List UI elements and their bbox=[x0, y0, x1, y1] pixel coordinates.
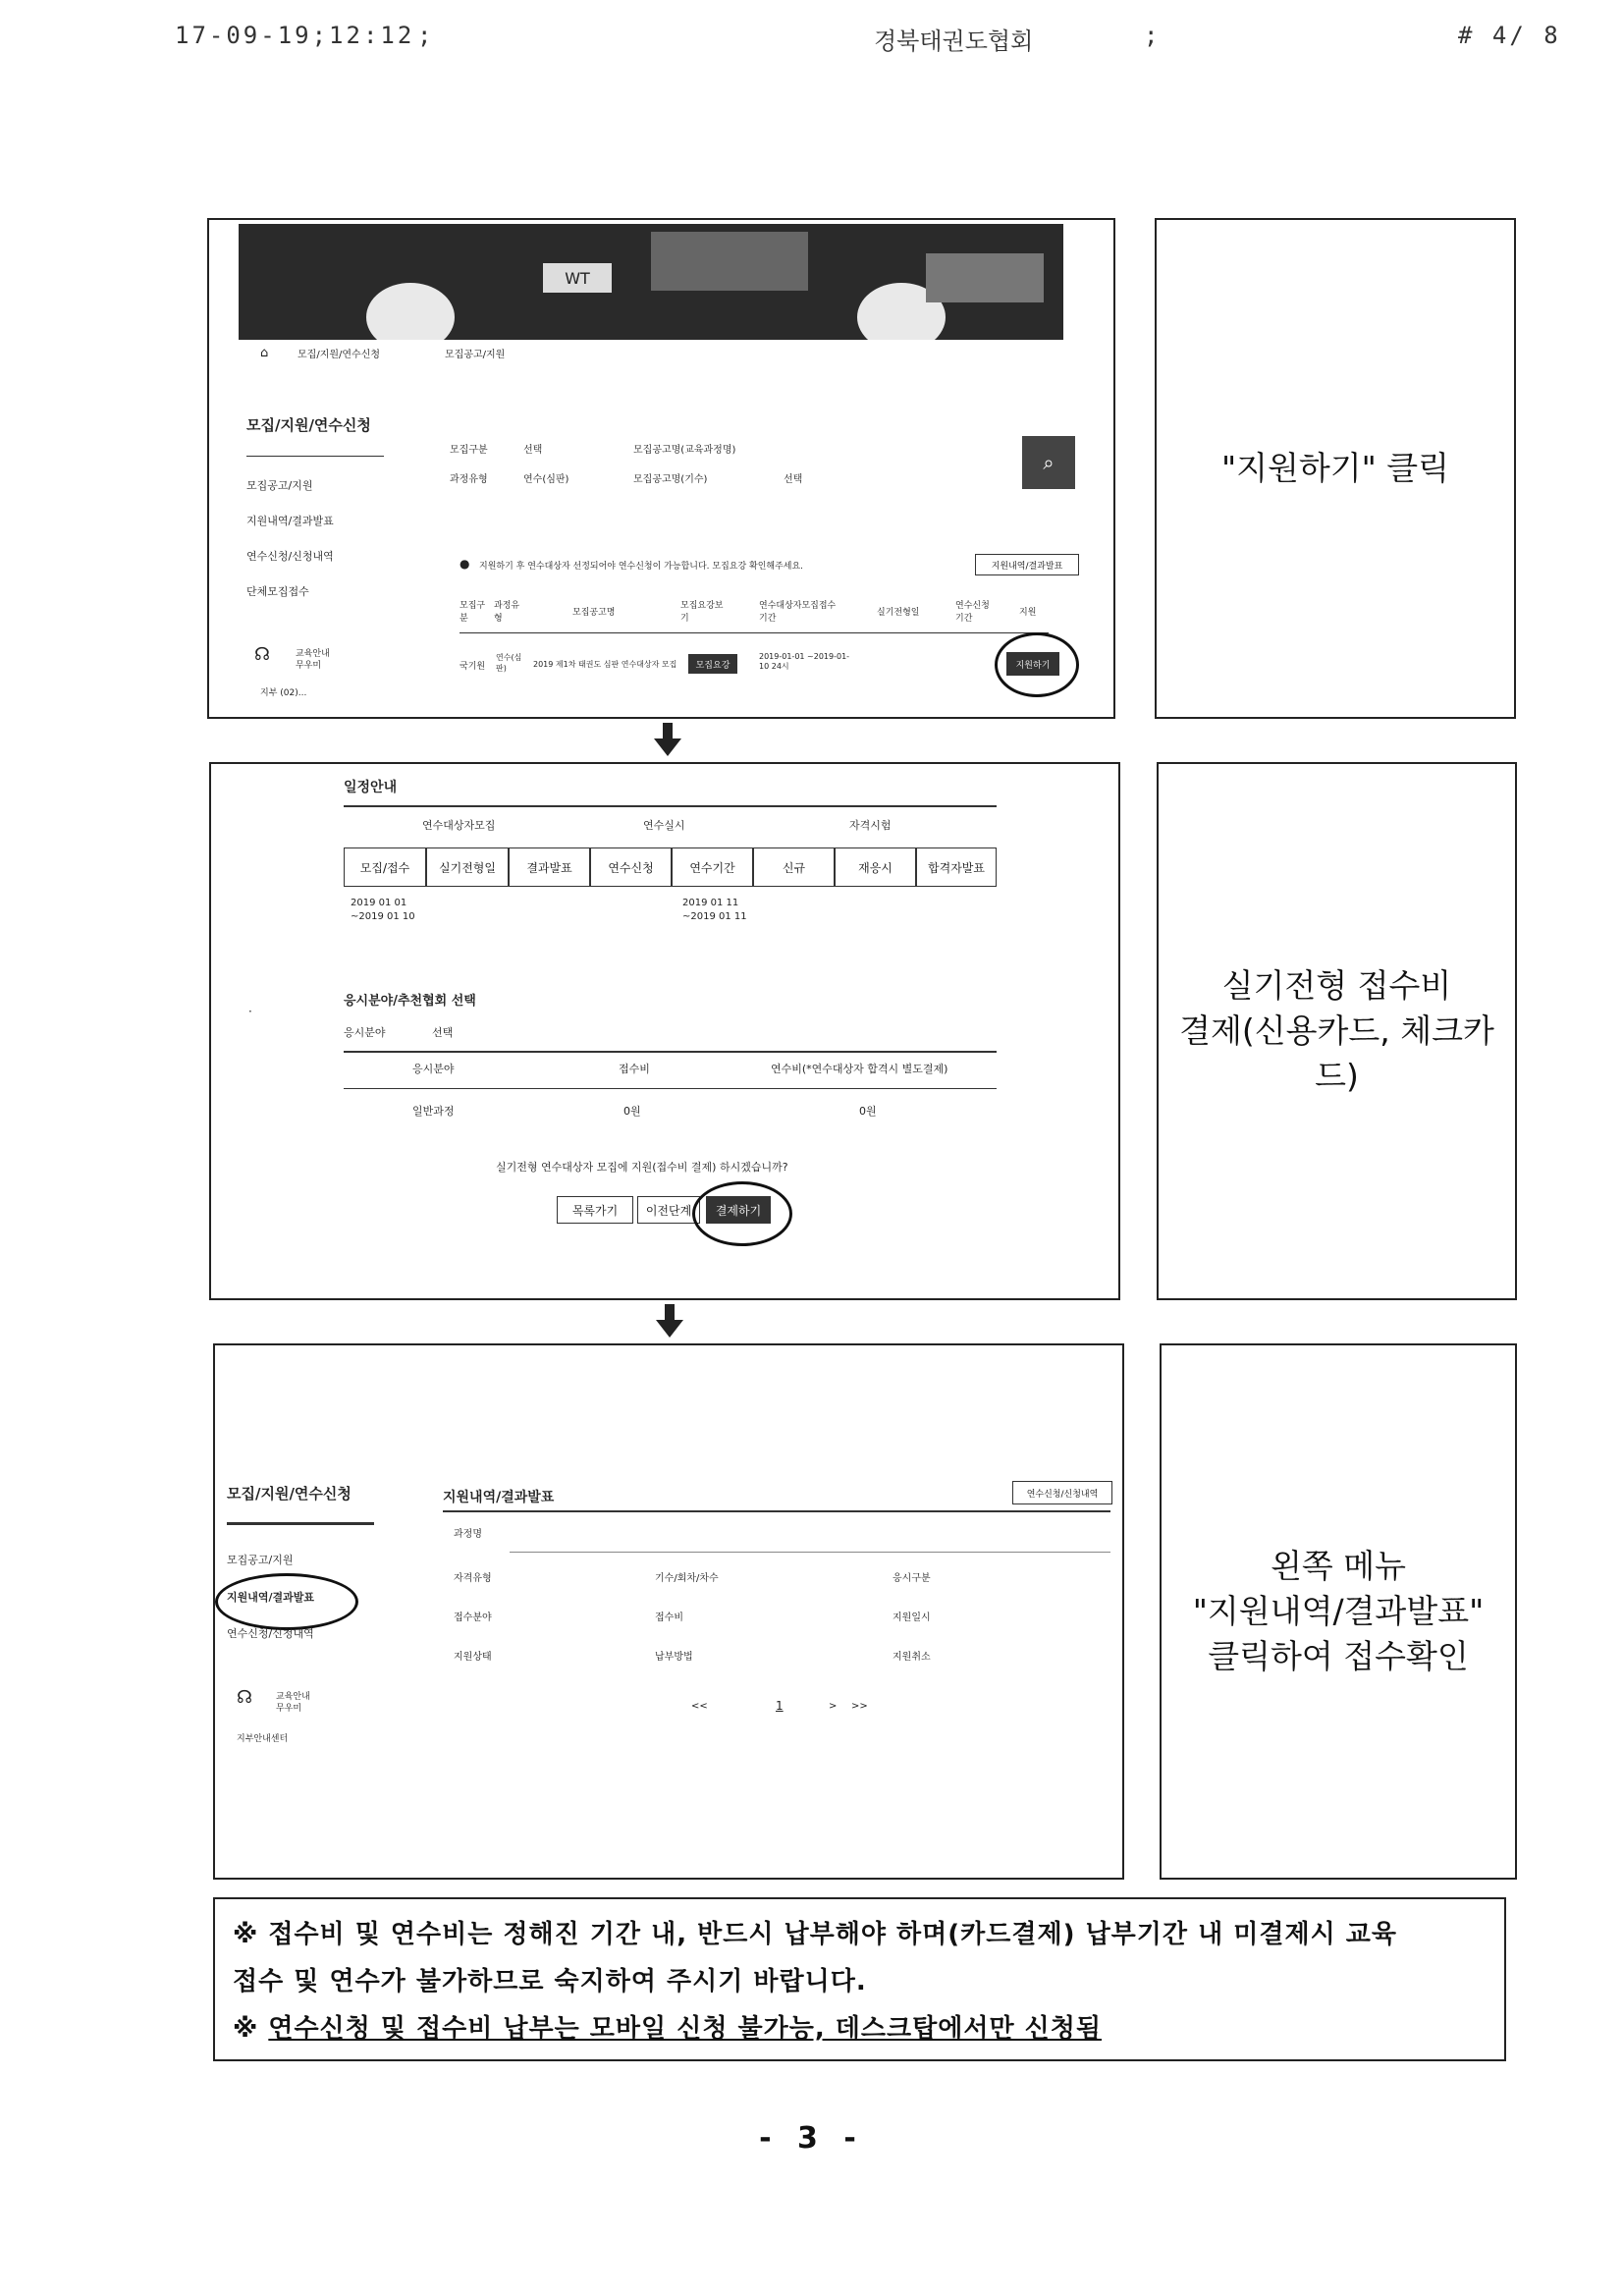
row-course: 연수(심판) bbox=[496, 653, 522, 673]
table-header: 실기전형일 bbox=[877, 608, 920, 618]
field-label: 접수분야 bbox=[454, 1613, 492, 1623]
search-button[interactable] bbox=[1022, 436, 1075, 489]
helpdesk-label: 교육안내 bbox=[276, 1692, 310, 1702]
sidebar-title: 모집/지원/연수신청 bbox=[227, 1485, 352, 1503]
fax-page: # 4/ 8 bbox=[1458, 22, 1561, 49]
highlight-circle bbox=[995, 632, 1079, 697]
filter-select[interactable]: 선택 bbox=[784, 474, 803, 485]
divider bbox=[344, 1088, 997, 1089]
date-end: ~2019 01 10 bbox=[351, 911, 415, 922]
filter-label: 모집구분 bbox=[450, 445, 488, 456]
step2-caption-line: 결제(신용카드, 체크카드) bbox=[1179, 1011, 1494, 1095]
notice-mark: ※ bbox=[233, 2014, 269, 2044]
col-header: 재응시 bbox=[835, 847, 916, 887]
headset-icon: ☊ bbox=[237, 1687, 252, 1708]
col-header: 연수기간 bbox=[672, 847, 753, 887]
field-label: 기수/회차/차수 bbox=[655, 1573, 719, 1584]
apply-button[interactable]: 지원하기 bbox=[1006, 652, 1059, 676]
fax-separator: ; bbox=[417, 22, 435, 49]
filter-label: 과정유형 bbox=[450, 474, 488, 485]
table-header: 모집구분 bbox=[460, 601, 486, 624]
sidebar-item-training[interactable]: 연수신청/신청내역 bbox=[246, 550, 334, 563]
field-label: 지원일시 bbox=[893, 1613, 931, 1623]
hero-banner-image bbox=[239, 224, 1063, 340]
field-label: 자격유형 bbox=[454, 1573, 492, 1584]
step1-caption-box bbox=[1155, 218, 1516, 719]
breadcrumb-1[interactable]: 모집/지원/연수신청 bbox=[298, 350, 381, 360]
bullet-mark: · bbox=[248, 1005, 252, 1018]
field-label: 납부방법 bbox=[655, 1652, 693, 1663]
step3-caption-line: 왼쪽 메뉴 bbox=[1270, 1547, 1406, 1585]
headset-icon: ☊ bbox=[254, 644, 270, 665]
fee-header: 접수비 bbox=[619, 1063, 650, 1075]
schedule-title: 일정안내 bbox=[344, 780, 398, 795]
fee-value: 0원 bbox=[859, 1105, 877, 1118]
step1-screenshot bbox=[207, 218, 1115, 719]
row-type: 국기원 bbox=[460, 662, 486, 672]
down-arrow-icon bbox=[656, 1320, 683, 1338]
divider bbox=[443, 1510, 1110, 1512]
pay-button[interactable]: 결제하기 bbox=[706, 1196, 771, 1224]
sidebar-item-training[interactable]: 연수신청/신청내역 bbox=[227, 1627, 314, 1640]
notice-line bbox=[233, 2005, 1487, 2052]
filter-label: 모집공고명(교육과정명) bbox=[633, 445, 736, 456]
highlight-circle bbox=[215, 1573, 358, 1630]
fax-datetime: 17-09-19;12:12 bbox=[175, 22, 415, 49]
results-link-button[interactable]: 지원내역/결과발표 bbox=[975, 554, 1079, 575]
notice-line: 접수 및 연수가 불가하므로 숙지하여 주시기 바랍니다. bbox=[233, 1967, 867, 1996]
col-header: 연수신청 bbox=[590, 847, 672, 887]
pager-last[interactable]: >> bbox=[851, 1701, 868, 1712]
field-section-title: 응시분야/추천협회 선택 bbox=[344, 994, 476, 1009]
field-label: 과정명 bbox=[454, 1529, 482, 1540]
group-header: 자격시험 bbox=[849, 819, 892, 832]
fee-header: 응시분야 bbox=[412, 1063, 455, 1075]
helpdesk-label: 무우미 bbox=[296, 661, 322, 671]
row-name[interactable]: 2019 제1차 태권도 심판 연수대상자 모집 bbox=[533, 660, 677, 669]
filter-label: 모집공고명(기수) bbox=[633, 474, 708, 485]
col-header: 신규 bbox=[753, 847, 835, 887]
notice-line: ※ 접수비 및 연수비는 정해진 기간 내, 반드시 납부해야 하며(카드결제) 납부기간 내 미결제시 교육 bbox=[233, 1920, 1398, 1949]
step2-caption-box bbox=[1157, 762, 1517, 1300]
table-header: 과정유형 bbox=[494, 601, 520, 624]
date-start: 2019 01 11 bbox=[682, 898, 739, 908]
filter-select[interactable]: 선택 bbox=[523, 445, 543, 456]
fee-value: 0원 bbox=[623, 1105, 641, 1118]
step3-caption-line: "지원내역/결과발표" bbox=[1192, 1592, 1485, 1630]
down-arrow-icon bbox=[654, 738, 681, 756]
col-header: 모집/접수 bbox=[344, 847, 426, 887]
sidebar-item-results[interactable]: 지원내역/결과발표 bbox=[246, 515, 334, 527]
highlight-circle bbox=[692, 1181, 792, 1246]
col-header: 결과발표 bbox=[509, 847, 590, 887]
col-header: 실기전형일 bbox=[426, 847, 509, 887]
list-button[interactable]: 목록가기 bbox=[557, 1196, 633, 1224]
row-period: 2019-01-01 ~2019-01-10 24시 bbox=[759, 652, 850, 671]
sidebar-item-recruit[interactable]: 모집공고/지원 bbox=[246, 479, 313, 492]
field-label: 응시구분 bbox=[893, 1573, 931, 1584]
table-header: 모집요강보기 bbox=[680, 601, 724, 624]
field-label: 응시분야 bbox=[344, 1026, 386, 1039]
divider bbox=[227, 1522, 374, 1525]
date-start: 2019 01 01 bbox=[351, 898, 407, 908]
field-label: 지원상태 bbox=[454, 1652, 492, 1663]
field-select[interactable]: 선택 bbox=[432, 1026, 454, 1039]
helpdesk-label: 교육안내 bbox=[296, 649, 330, 659]
table-header: 연수대상자모집접수기간 bbox=[759, 601, 837, 624]
helpdesk-label: 무우미 bbox=[276, 1704, 302, 1714]
fax-sender: 경북태권도협회 bbox=[874, 27, 1034, 55]
breadcrumb-2[interactable]: 모집공고/지원 bbox=[445, 350, 506, 360]
notice-box bbox=[213, 1897, 1506, 2061]
confirm-question: 실기전형 연수대상자 모집에 지원(접수비 결제) 하시겠습니까? bbox=[496, 1161, 788, 1174]
home-icon[interactable]: ⌂ bbox=[260, 346, 269, 360]
step2-caption-line: 실기전형 접수비 bbox=[1221, 966, 1452, 1005]
fee-value: 일반과정 bbox=[412, 1105, 455, 1118]
field-label: 접수비 bbox=[655, 1613, 683, 1623]
step2-screenshot bbox=[209, 762, 1120, 1300]
step3-caption-box bbox=[1160, 1343, 1517, 1880]
prev-button[interactable]: 이전단계 bbox=[637, 1196, 700, 1224]
group-header: 연수대상자모집 bbox=[422, 819, 496, 832]
divider bbox=[510, 1552, 1110, 1553]
notice-text: 지원하기 후 연수대상자 선정되어야 연수신청이 가능합니다. 모집요강 확인해주세요. bbox=[479, 562, 804, 572]
wt-logo: WT bbox=[543, 263, 612, 293]
step3-screenshot bbox=[213, 1343, 1124, 1880]
page-title: 지원내역/결과발표 bbox=[443, 1490, 555, 1505]
page-number: - 3 - bbox=[759, 2121, 864, 2156]
pager-page[interactable]: 1 bbox=[776, 1699, 784, 1713]
sidebar-item-recruit[interactable]: 모집공고/지원 bbox=[227, 1554, 294, 1566]
divider bbox=[344, 1051, 997, 1053]
filter-select[interactable]: 연수(심판) bbox=[523, 474, 569, 485]
view-guide-button[interactable]: 모집요강 bbox=[688, 654, 737, 674]
notice-warning: 연수신청 및 접수비 납부는 모바일 신청 불가능, 데스크탑에서만 신청됨 bbox=[268, 2014, 1102, 2044]
helpdesk-sub: 지부 (02)... bbox=[260, 688, 307, 698]
step1-caption: "지원하기" 클릭 bbox=[1220, 449, 1450, 487]
fax-separator: ; bbox=[1144, 22, 1162, 49]
field-label: 지원취소 bbox=[893, 1652, 931, 1663]
divider bbox=[246, 456, 384, 457]
search-icon: ⌕ bbox=[1043, 451, 1055, 474]
group-header: 연수실시 bbox=[643, 819, 685, 832]
info-icon: ● bbox=[460, 557, 470, 571]
sidebar-item-results[interactable]: 지원내역/결과발표 bbox=[227, 1591, 315, 1604]
table-header: 모집공고명 bbox=[572, 608, 616, 618]
training-link-button[interactable]: 연수신청/신청내역 bbox=[1012, 1481, 1112, 1504]
pager-next[interactable]: > bbox=[829, 1701, 838, 1712]
divider bbox=[344, 805, 997, 807]
step3-caption-line: 클릭하여 접수확인 bbox=[1208, 1637, 1469, 1675]
table-header: 연수신청기간 bbox=[955, 601, 990, 624]
helpdesk-sub: 지부안내센터 bbox=[237, 1734, 289, 1744]
sidebar-title: 모집/지원/연수신청 bbox=[246, 416, 371, 434]
fee-header: 연수비(*연수대상자 합격시 별도결제) bbox=[771, 1063, 948, 1075]
date-end: ~2019 01 11 bbox=[682, 911, 747, 922]
table-header: 지원 bbox=[1019, 608, 1037, 618]
col-header: 합격자발표 bbox=[916, 847, 997, 887]
sidebar-item-group[interactable]: 단체모집접수 bbox=[246, 585, 309, 598]
divider bbox=[460, 632, 1049, 633]
pager-first[interactable]: << bbox=[691, 1701, 708, 1712]
